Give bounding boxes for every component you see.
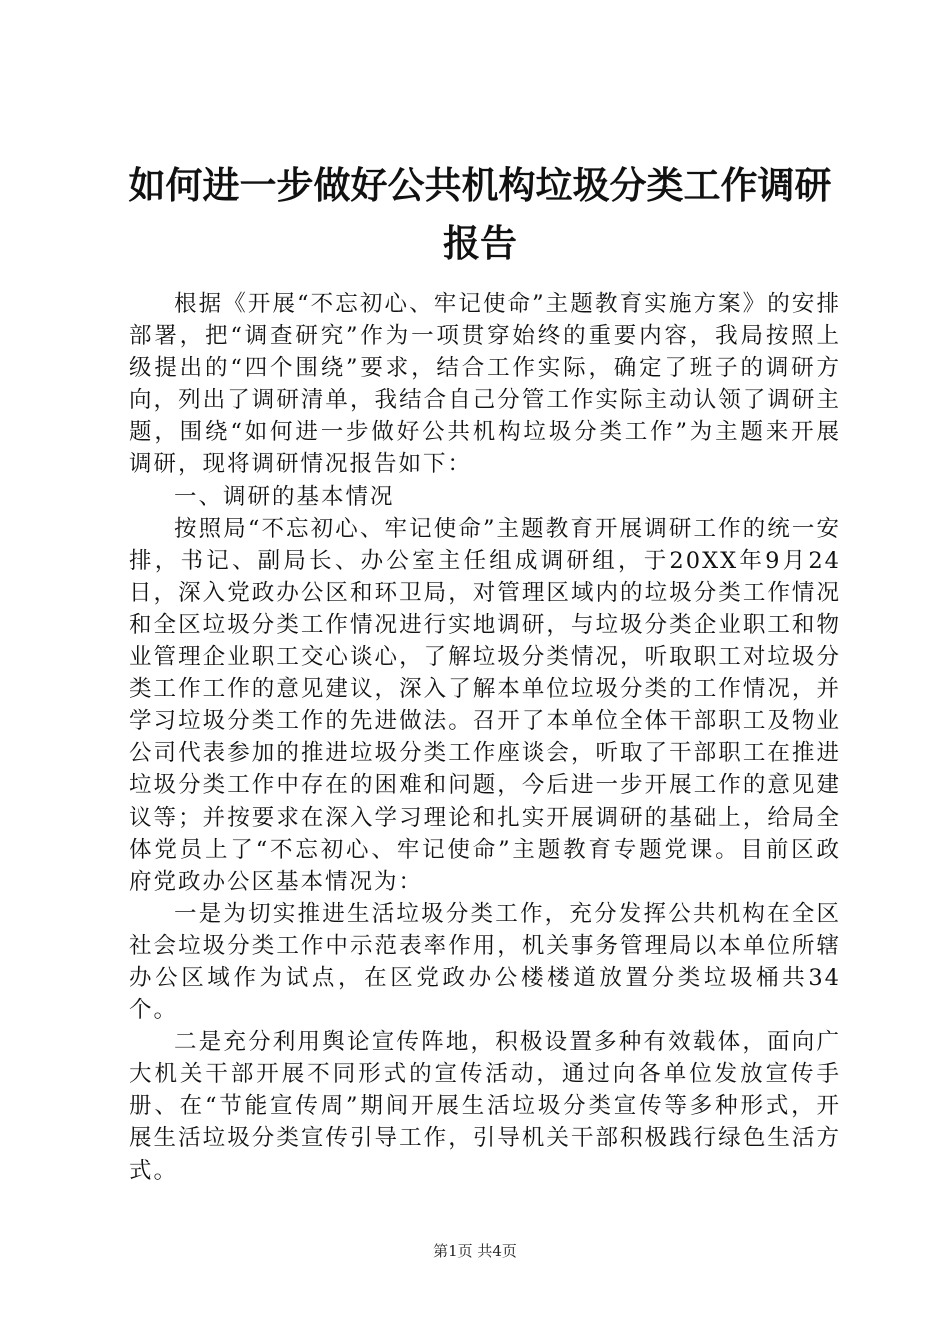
paragraph-intro: 根据《开展“不忘初心、牢记使命”主题教育实施方案》的安排部署，把“调查研究”作为一项贯穿始终的重要内容，我局按照上级提出的“四个围绕”要求，结合工作实际，确定了班子的调研方向，列出了调研清单，我结合自己分管工作实际主动认领了调研主题，围绕“如何进一步做好公共机构垃圾分类工作”为主题来开展调研，现将调研情况报告如下： [129, 291, 841, 478]
paragraph-basic-situation: 按照局“不忘初心、牢记使命”主题教育开展调研工作的统一安排，书记、副局长、办公室主任组成调研组，于20XX年9月24日，深入党政办公区和环卫局，对管理区域内的垃圾分类工作情况和全区垃圾分类工作情况进行实地调研，与垃圾分类企业职工和物业管理企业职工交心谈心，了解垃圾分类情况，听取职工对垃圾分类工作工作的意见建议，深入了解本单位垃圾分类的工作情况，并学习垃圾分类工作的先进做法。召开了本单位全体干部职工及物业公司代表参加的推进垃圾分类工作座谈会，听取了干部职工在推进垃圾分类工作中存在的困难和问题，今后进一步开展工作的意见建议等；并按要求在深入学习理论和扎实开展调研的基础上，给局全体党员上了“不忘初心、牢记使命”主题教育专题党课。目前区政府党政办公区基本情况为： [129, 515, 841, 895]
section-heading: 一、调研的基本情况 [174, 483, 395, 510]
page-footer: 第1页 共4页 [433, 1242, 517, 1260]
document-title: 如何进一步做好公共机构垃圾分类工作调研报告 [128, 163, 832, 265]
paragraph-point-two: 二是充分利用舆论宣传阵地，积极设置多种有效载体，面向广大机关干部开展不同形式的宣传活动，通过向各单位发放宣传手册、在“节能宣传周”期间开展生活垃圾分类宣传等多种形式，开展生活垃圾分类宣传引导工作，引导机关干部积极践行绿色生活方式。 [129, 1029, 841, 1184]
paragraph-point-one: 一是为切实推进生活垃圾分类工作，充分发挥公共机构在全区社会垃圾分类工作中示范表率作用，机关事务管理局以本单位所辖办公区域作为试点，在区党政办公楼楼道放置分类垃圾桶共34个。 [129, 900, 841, 1024]
document-body [129, 288, 841, 1187]
